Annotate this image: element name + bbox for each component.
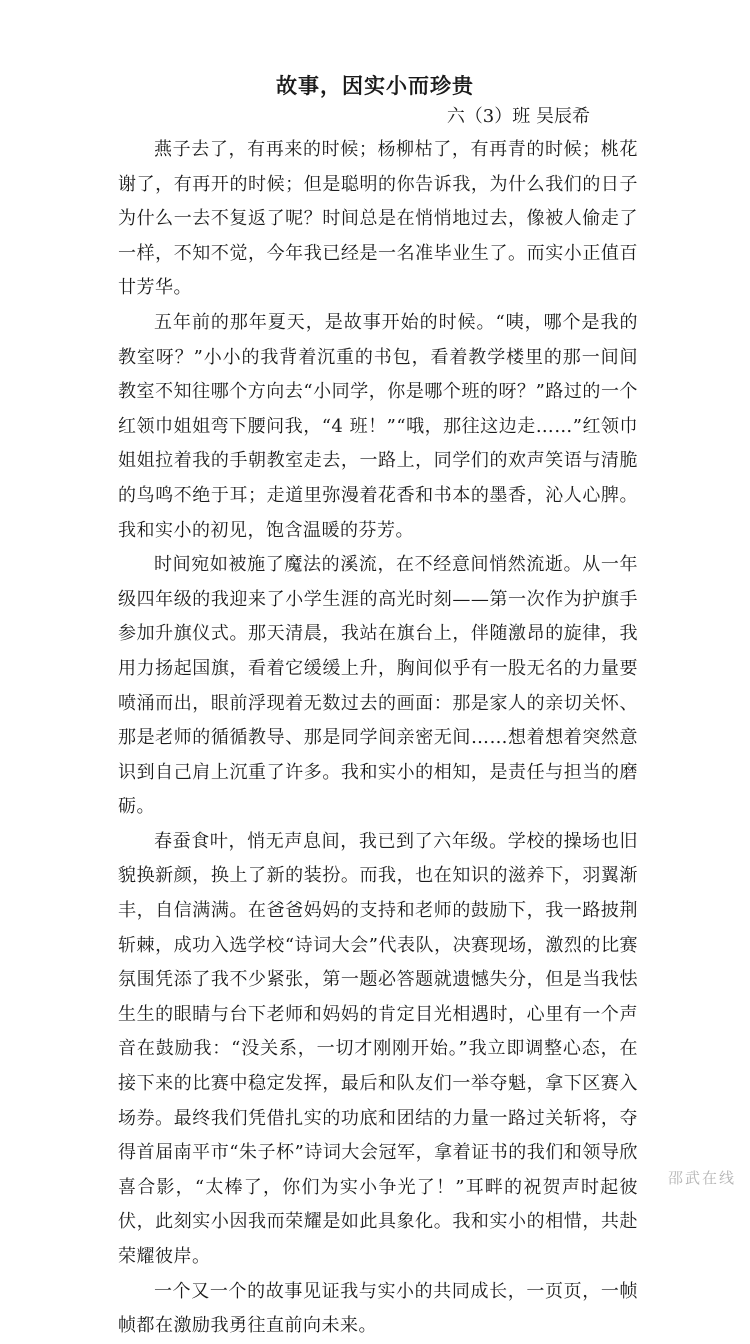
- paragraph-1: 燕子去了，有再来的时候；杨柳枯了，有再青的时候；桃花谢了，有再开的时候；但是聪明的你告诉我，为什么我们的日子为什么一去不复返了呢？时间总是在悄悄地过去，像被人偷走了一样，不知不觉，今年我已经是一名准毕业生了。而实小正值百廿芳华。: [118, 139, 638, 299]
- site-watermark: 邵武在线: [667, 1169, 736, 1187]
- paragraph-4: 春蚕食叶，悄无声息间，我已到了六年级。学校的操场也旧貌换新颜，换上了新的装扮。而我，也在知识的滋养下，羽翼渐丰，自信满满。在爸爸妈妈的支持和老师的鼓励下，我一路披荆斩棘，成功入选学校“诗词大会”代表队，决赛现场，激烈的比赛氛围凭添了我不少紧张，第一题必答题就遗憾失分，但是当我怯生生的眼睛与台下老师和妈妈的肯定目光相遇时，心里有一个声音在鼓励我：“没关系，一切才刚刚开始。”我立即调整心态，在接下来的比赛中稳定发挥，最后和队友们一举夺魁，拿下区赛入场券。最终我们凭借扎实的功底和团结的力量一路过关斩将，夺得首届南平市“朱子杯”诗词大会冠军，拿着证书的我们和领导欣喜合影，“太棒了，你们为实小争光了！”耳畔的祝贺声时起彼伏，此刻实小因我而荣耀是如此具象化。我和实小的相惜，共赴荣耀彼岸。: [118, 830, 638, 1267]
- paragraph-3: 时间宛如被施了魔法的溪流，在不经意间悄然流逝。从一年级四年级的我迎来了小学生涯的高光时刻——第一次作为护旗手参加升旗仪式。那天清晨，我站在旗台上，伴随激昂的旋律，我用力扬起国旗，看着它缓缓上升，胸间似乎有一股无名的力量要喷涌而出，眼前浮现着无数过去的画面：那是家人的亲切关怀、那是老师的循循教导、那是同学间亲密无间……想着想着突然意识到自己肩上沉重了许多。我和实小的相知，是责任与担当的磨砺。: [118, 554, 638, 818]
- essay-body: [118, 133, 638, 1344]
- essay-author: 六（3）班 吴辰希: [446, 106, 590, 127]
- paragraph-2: 五年前的那年夏天，是故事开始的时候。“咦，哪个是我的教室呀？”小小的我背着沉重的书包，看着教学楼里的那一间间教室不知往哪个方向去“小同学，你是哪个班的呀？”路过的一个红领巾姐姐弯下腰问我，“4 班！”“哦，那往这边走……”红领巾姐姐拉着我的手朝教室走去，一路上，同学们的欢声笑语与清脆的鸟鸣不绝于耳；走道里弥漫着花香和书本的墨香，沁人心脾。我和实小的初见，饱含温暖的芬芳。: [118, 311, 638, 541]
- essay-title: 故事，因实小而珍贵: [276, 73, 474, 98]
- paragraph-5: 一个又一个的故事见证我与实小的共同成长，一页页，一帧帧都在激励我勇往直前向未来。: [118, 1280, 638, 1337]
